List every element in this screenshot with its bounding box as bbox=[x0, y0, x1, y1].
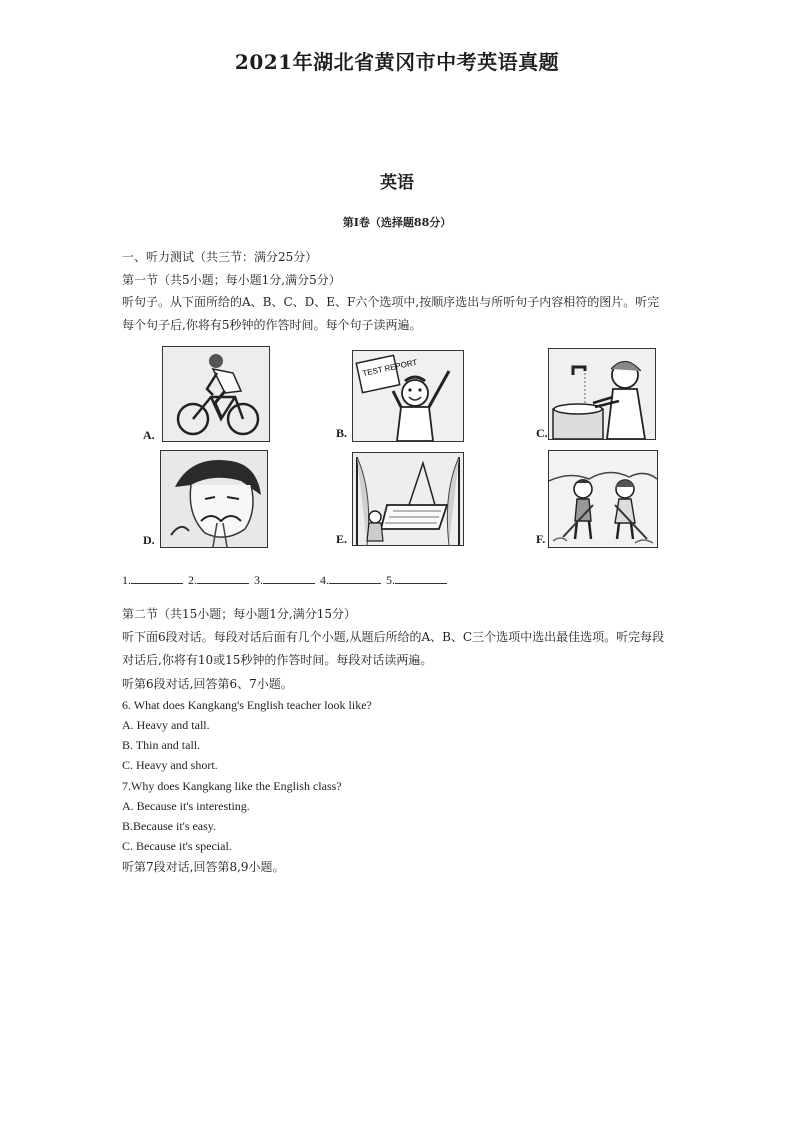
picture-label: F. bbox=[536, 532, 546, 546]
answer-blank[interactable] bbox=[263, 572, 315, 584]
washing-hands-icon bbox=[549, 349, 655, 439]
blank-number: 3. bbox=[254, 573, 263, 587]
picture-f bbox=[548, 450, 658, 548]
question-7-option-b: B.Because it's easy. bbox=[122, 819, 217, 833]
children-sweeping-icon bbox=[549, 451, 657, 547]
picture-c bbox=[548, 348, 656, 440]
test-report-icon bbox=[353, 351, 463, 441]
picture-e bbox=[352, 452, 464, 546]
picture-label: C. bbox=[536, 426, 548, 440]
subject-title: 英语 bbox=[380, 173, 414, 193]
question-6-option-c: C. Heavy and short. bbox=[122, 758, 218, 772]
dialogue7-prompt: 听第7段对话,回答第8,9小题。 bbox=[122, 860, 285, 874]
picture-label: D. bbox=[143, 533, 155, 547]
picture-label: B. bbox=[336, 426, 348, 440]
question-7-option-a: A. Because it's interesting. bbox=[122, 799, 250, 813]
bed-icon bbox=[353, 453, 463, 545]
picture-a bbox=[162, 346, 270, 442]
volume-heading: 第Ⅰ卷（选择题88分） bbox=[342, 216, 452, 229]
cyclist-icon bbox=[163, 347, 269, 441]
answer-blank[interactable] bbox=[395, 572, 447, 584]
question-6-option-a: A. Heavy and tall. bbox=[122, 718, 210, 732]
section2-instructions: 听下面6段对话。每段对话后面有几个小题,从题后所给的A、B、C三个选项中选出最佳选项。听完每段对话后,你将有10或15秒钟的作答时间。每段对话读两遍。 bbox=[122, 630, 665, 667]
section1-heading: 第一节（共5小题；每小题1分,满分5分） bbox=[122, 273, 341, 287]
blank-number: 4. bbox=[320, 573, 329, 587]
picture-label: E. bbox=[336, 532, 348, 546]
dialogue6-prompt: 听第6段对话,回答第6、7小题。 bbox=[122, 677, 293, 691]
question-6-option-b: B. Thin and tall. bbox=[122, 738, 201, 752]
question-7-option-c: C. Because it's special. bbox=[122, 839, 232, 853]
answer-blank[interactable] bbox=[197, 572, 249, 584]
blank-number: 5. bbox=[386, 573, 395, 587]
section2-heading: 第二节（共15小题；每小题1分,满分15分） bbox=[122, 607, 356, 621]
answer-blanks bbox=[122, 572, 449, 588]
question-7-stem: 7.Why does Kangkang like the English class? bbox=[122, 779, 342, 793]
answer-blank[interactable] bbox=[329, 572, 381, 584]
sign-text: TEST REPORT bbox=[361, 357, 419, 379]
picture-d bbox=[160, 450, 268, 548]
section1-instructions: 听句子。从下面所给的A、B、C、D、E、F六个选项中,按顺序选出与所听句子内容相符的图片。听完每个句子后,你将有5秒钟的作答时间。每个句子读两遍。 bbox=[122, 295, 660, 332]
document-title: 2021年湖北省黄冈市中考英语真题 bbox=[234, 50, 560, 74]
blank-number: 2. bbox=[188, 573, 197, 587]
blank-number: 1. bbox=[122, 573, 131, 587]
ancient-poet-icon bbox=[161, 451, 267, 547]
part1-heading: 一、听力测试（共三节：满分25分） bbox=[122, 250, 318, 264]
question-6-stem: 6. What does Kangkang's English teacher look like? bbox=[122, 698, 372, 712]
picture-b bbox=[352, 350, 464, 442]
picture-label: A. bbox=[143, 428, 155, 442]
answer-blank[interactable] bbox=[131, 572, 183, 584]
